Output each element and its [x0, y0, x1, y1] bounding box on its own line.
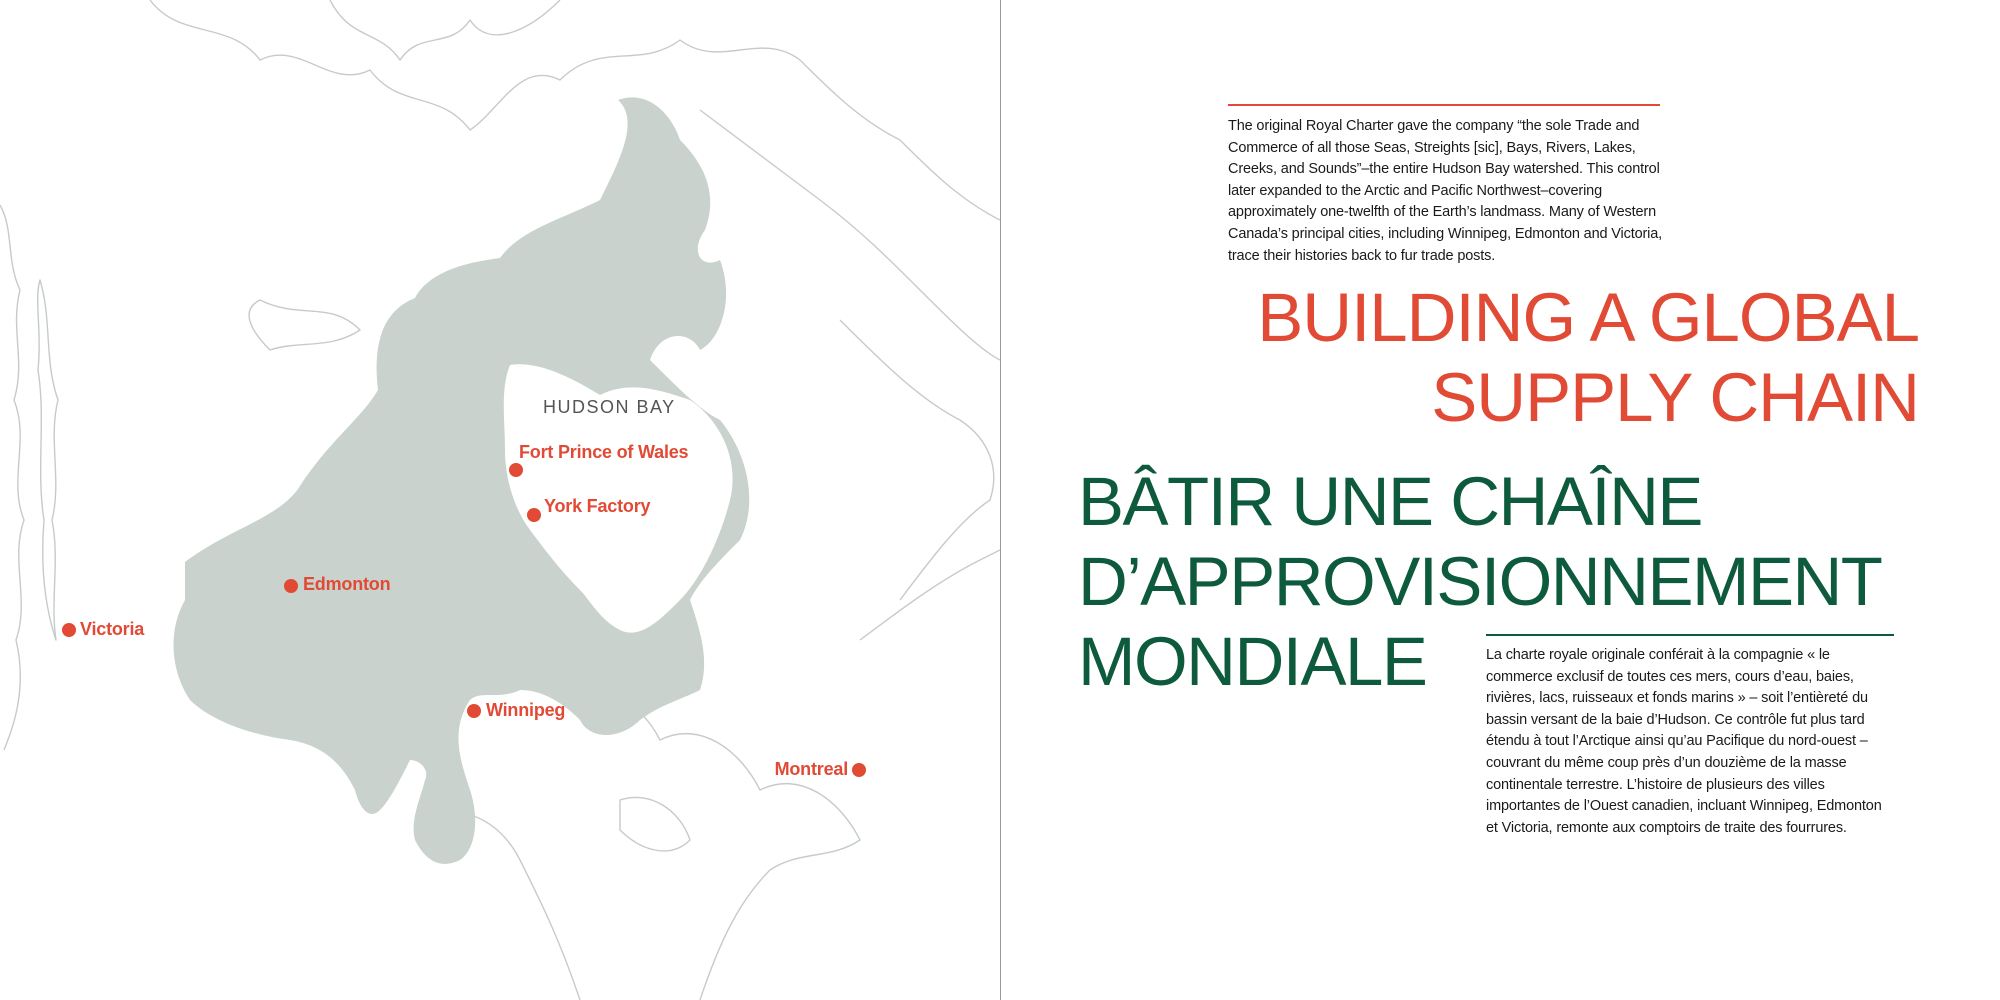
place-label-victoria: Victoria [80, 619, 145, 639]
french-divider [1486, 634, 1894, 636]
french-title-line: D’APPROVISIONNEMENT [1078, 543, 1882, 620]
english-title-line: BUILDING A GLOBAL [1257, 279, 1919, 356]
french-title-line: BÂTIR UNE CHAÎNE [1078, 463, 1702, 540]
marker-york-factory [527, 508, 541, 522]
marker-edmonton [284, 579, 298, 593]
place-label-york-factory: York Factory [544, 496, 651, 516]
baffin-outline [700, 110, 1000, 360]
marker-montreal [852, 763, 866, 777]
arctic-islands-outline [150, 0, 1000, 220]
place-label-fort-prince-of-wales: Fort Prince of Wales [519, 442, 689, 462]
pacific-coast-outline [0, 205, 24, 750]
lake-outline-2 [620, 797, 690, 851]
place-label-winnipeg: Winnipeg [486, 700, 566, 720]
hudson-bay-label: HUDSON BAY [543, 397, 676, 417]
marker-victoria [62, 623, 76, 637]
marker-fort-prince-of-wales [509, 463, 523, 477]
english-title [1257, 278, 1919, 438]
st-lawrence-outline [860, 550, 1000, 640]
place-label-edmonton: Edmonton [303, 574, 391, 594]
place-label-montreal: Montreal [774, 759, 848, 779]
northwest-outline [249, 300, 360, 350]
great-lakes-outline [560, 692, 860, 1000]
english-intro: The original Royal Charter gave the company “the sole Trade and Commerce of all those Seas, Streights [sic], Bays, Rivers, Lakes, Creeks, and Sounds”–the entire Hudson Bay watershed. This control later expanded to the Arctic and Pacific Northwest–covering approximately one-twelfth of the Earth’s landmass. Many of Western Canada’s principal cities, including Winnipeg, Edmonton and Victoria, trace their histories back to fur trade posts. [1228, 118, 1663, 264]
page-gutter [1000, 0, 1001, 1000]
french-intro: La charte royale originale conférait à la compagnie « le commerce exclusif de toutes ces mers, cours d’eau, baies, rivières, lacs, ruisseaux et fonds marins » – soit l’entièreté du bassin versant de la baie d’Hudson. Ce contrôle fut plus tard étendu à tout l’Arctique ainsi qu’au Pacifique du nord-ouest – couvrant du même coup près d’un douzième de la masse continentale terrestre. L’histoire de plusieurs des villes importantes de l’Ouest canadien, incluant Winnipeg, Edmonton et Victoria, remonte aux comptoirs de traite des fourrures. [1486, 647, 1882, 836]
text-page [1002, 0, 2000, 1000]
french-title-line: MONDIALE [1078, 623, 1427, 700]
english-divider [1228, 104, 1660, 106]
arctic-channel-outline [330, 0, 560, 60]
labrador-outline [840, 320, 994, 600]
english-title-line: SUPPLY CHAIN [1431, 359, 1919, 436]
island-outline [38, 280, 58, 640]
marker-winnipeg [467, 704, 481, 718]
